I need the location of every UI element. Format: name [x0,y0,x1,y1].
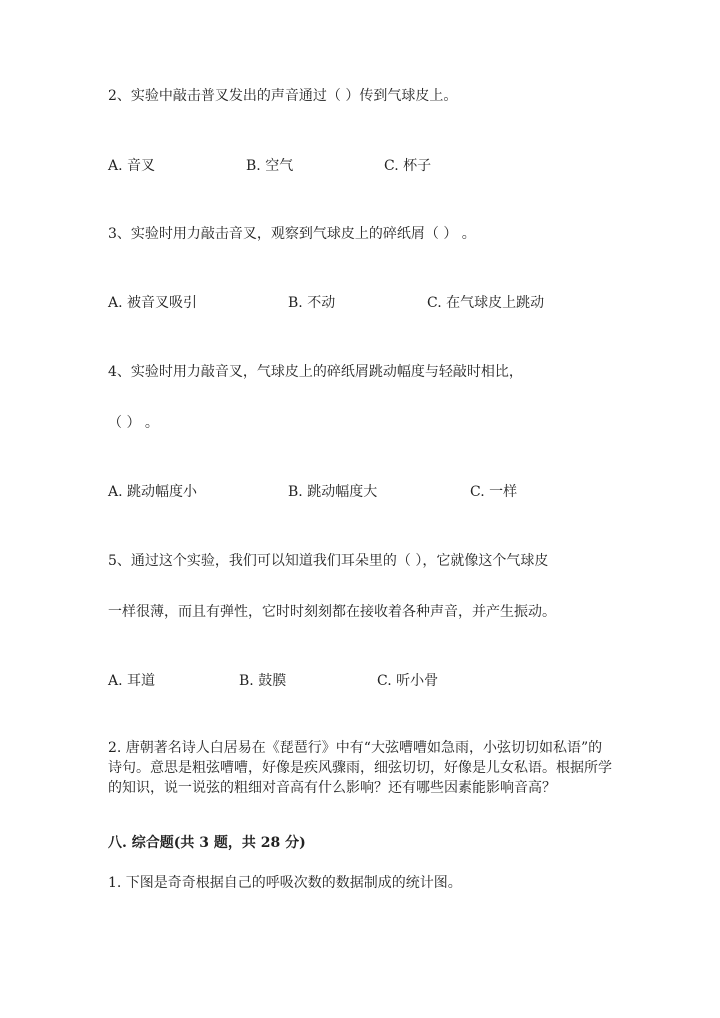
question-5-option-c: C. 听小骨 [377,673,439,689]
question-4-stem: 4、实验时用力敲音叉，气球皮上的碎纸屑跳动幅度与轻敲时相比， [108,364,523,380]
question-4-option-b: B. 跳动幅度大 [288,484,378,500]
section-heading: 八. 综合题(共 3 题，共 28 分) [108,835,306,851]
essay-question-paragraph: 2. 唐朝著名诗人白居易在《琵琶行》中有“大弦嘈嘈如急雨，小弦切切如私语”的诗句。意思是粗弦嘈嘈，好像是疾风骤雨，细弦切切，好像是儿女私语。根据所学的知识，说一说弦的粗细对音高有什么影响？还有哪些因素能影响音高？ [108,740,612,796]
question-5-stem-continued: 一样很薄，而且有弹性，它时时刻刻都在接收着各种声音，并产生振动。 [108,604,556,620]
question-3-option-b: B. 不动 [288,295,336,311]
question-2-option-b: B. 空气 [246,158,294,174]
question-3-option-c: C. 在气球皮上跳动 [427,295,545,311]
question-5-option-a: A. 耳道 [108,673,156,689]
section-item-1: 1. 下图是奇奇根据自己的呼吸次数的数据制成的统计图。 [108,875,462,891]
question-3-option-a: A. 被音叉吸引 [108,295,198,311]
question-5-option-b: B. 鼓膜 [239,673,287,689]
question-3-stem: 3、实验时用力敲击音叉，观察到气球皮上的碎纸屑（ ） 。 [108,226,476,242]
question-4-option-a: A. 跳动幅度小 [108,484,198,500]
question-5-stem: 5、通过这个实验，我们可以知道我们耳朵里的（ ），它就像这个气球皮 [108,553,549,569]
question-4-option-c: C. 一样 [470,484,518,500]
question-2-stem: 2、实验中敲击普叉发出的声音通过（ ）传到气球皮上。 [108,88,458,104]
question-2-option-a: A. 音叉 [108,158,156,174]
question-4-stem-continued: （ ） 。 [108,415,159,431]
question-2-option-c: C. 杯子 [384,158,432,174]
